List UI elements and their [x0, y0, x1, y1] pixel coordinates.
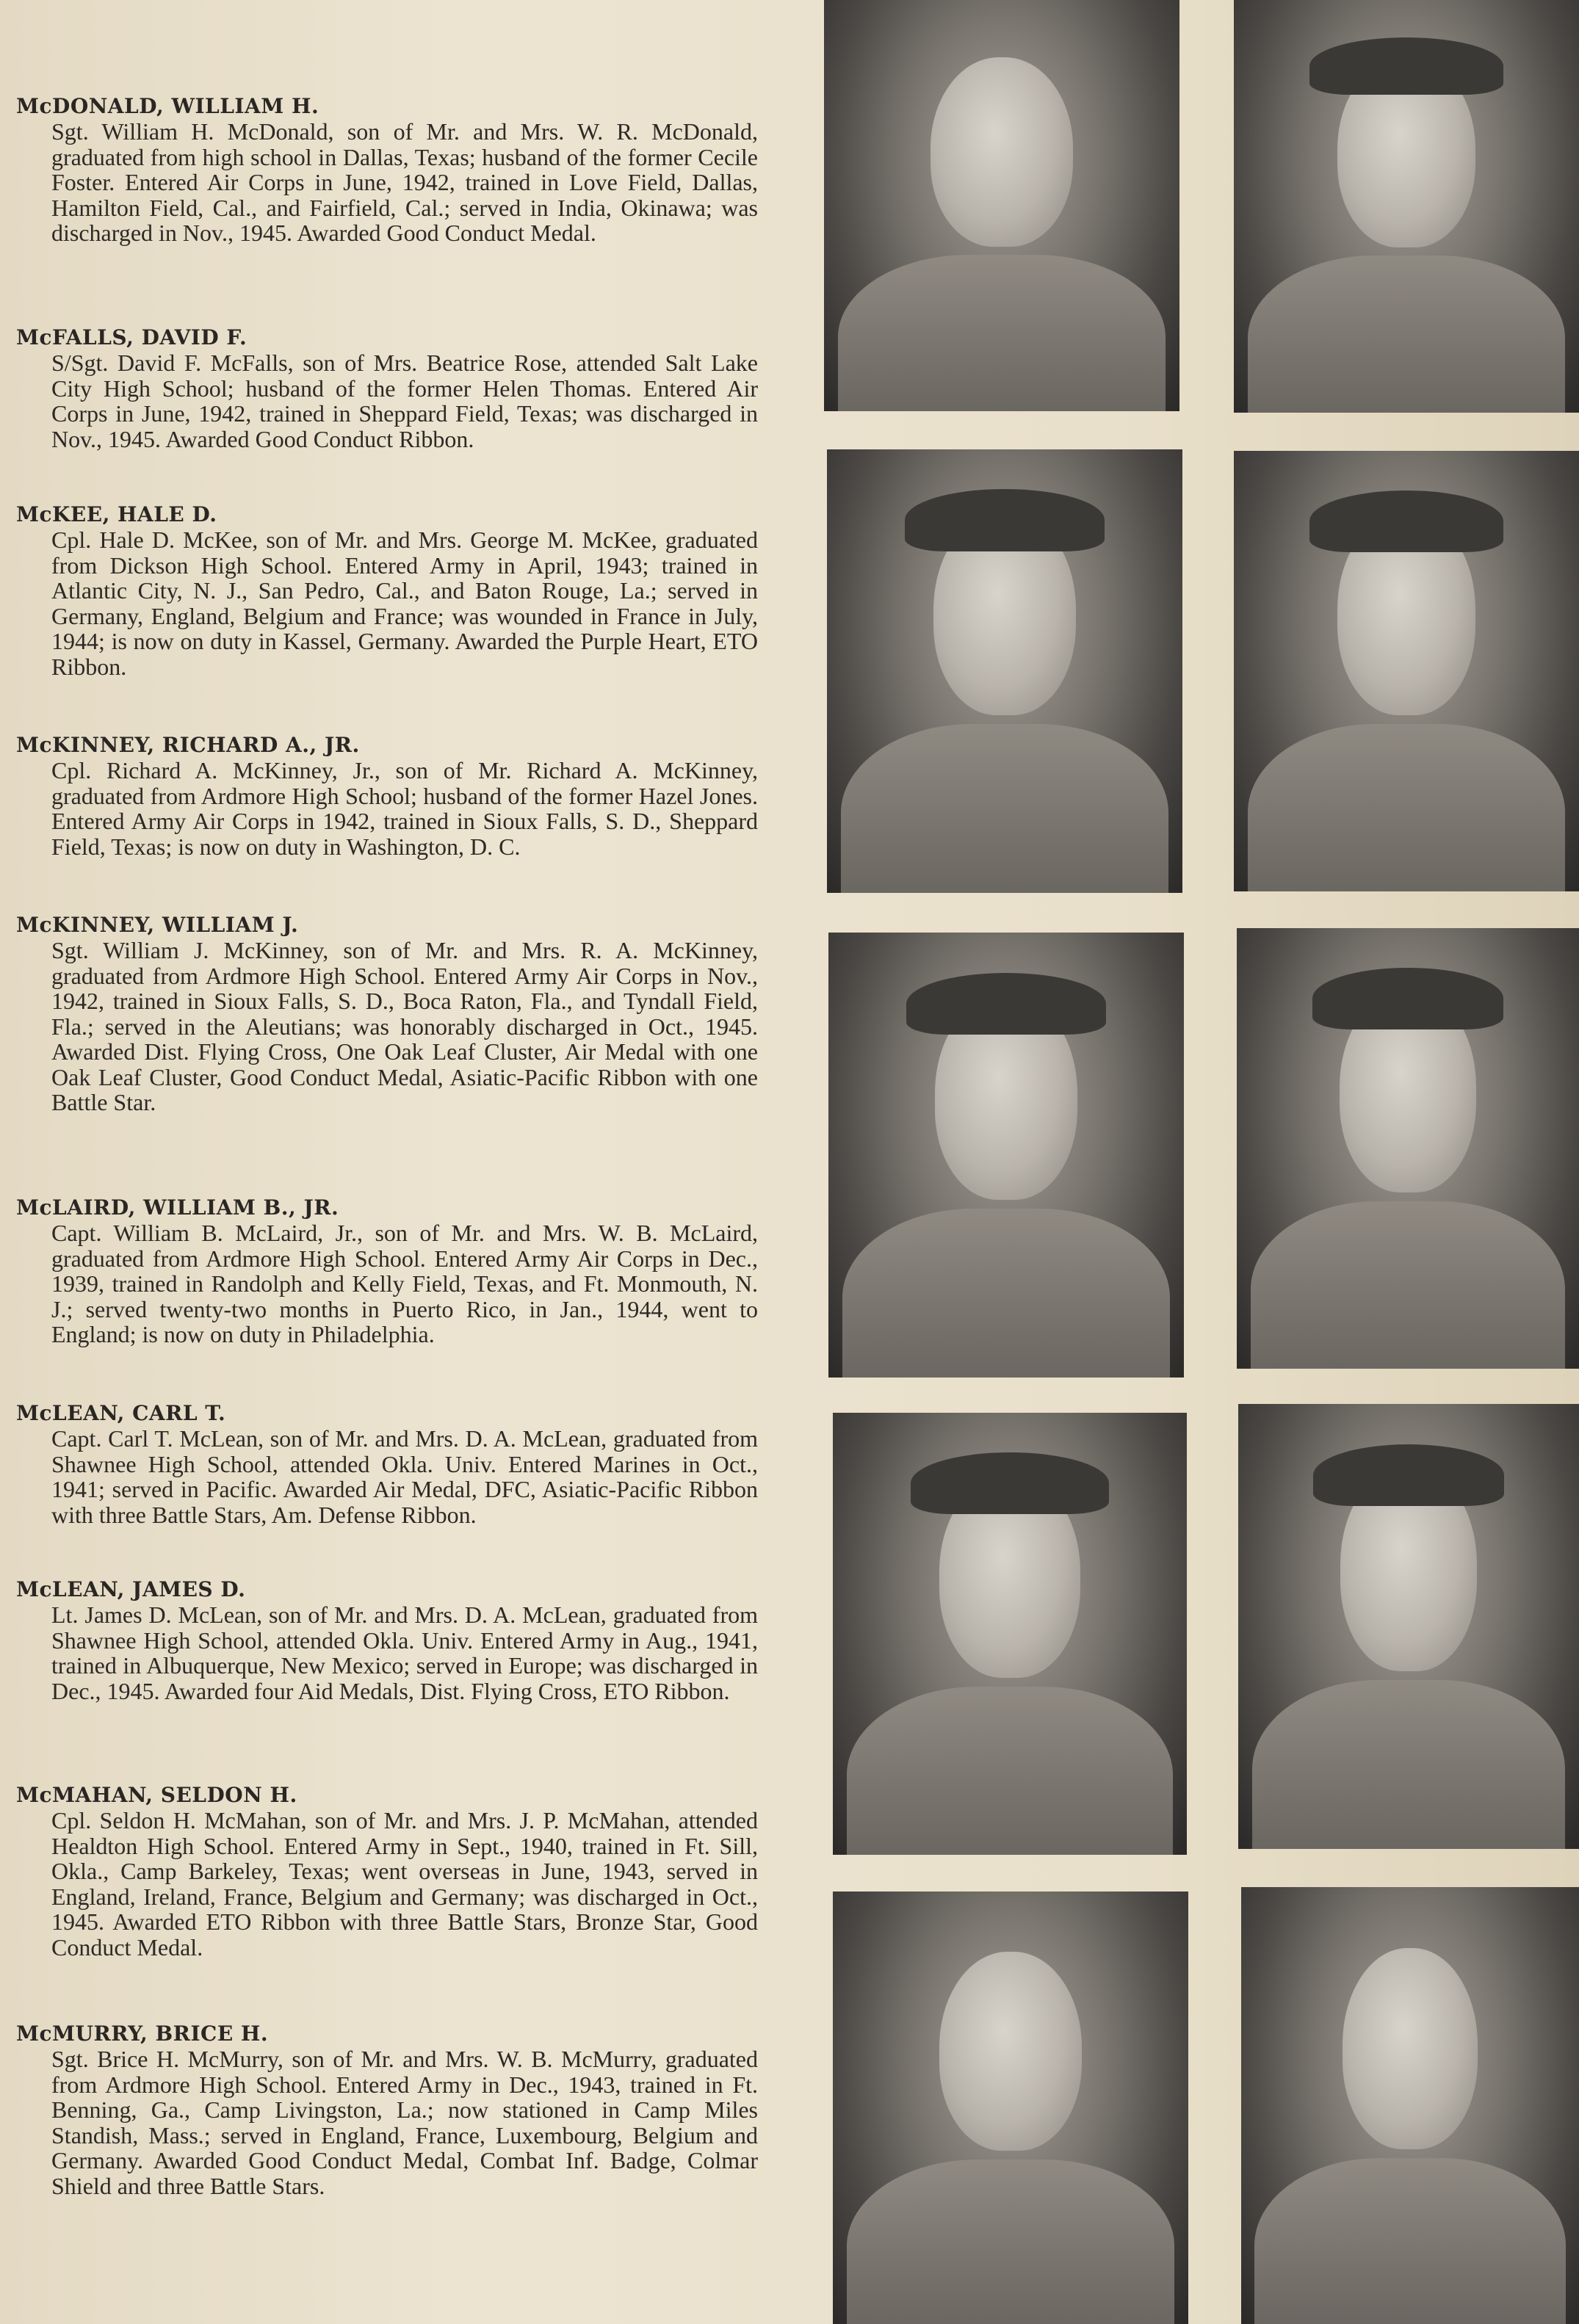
entry-mclean-carl: [16, 1401, 758, 1527]
entry-biography: Lt. James D. McLean, son of Mr. and Mrs. D. A. McLean, graduated from Shawnee High School, attended Okla. Univ. Entered Army in Aug., 1941, trained in Albuquerque, New Mexico; served in Europe; was discharged in Dec., 1945. Awarded four Aid Medals, Dist. Flying Cross, ETO Ribbon.: [51, 1601, 758, 1704]
portrait-photo-mclean-james: [1238, 1404, 1579, 1849]
entry-name: McKINNEY, WILLIAM J.: [16, 913, 299, 937]
portrait-photo-mckinney-richard: [1234, 451, 1579, 891]
entry-biography: Cpl. Seldon H. McMahan, son of Mr. and Mrs. J. P. McMahan, attended Healdton High School. Entered Army in Sept., 1940, trained in Ft. Sill, Okla., Camp Barkeley, Texas; went overseas in June, 1943, served in England, Ireland, France, Belgium and Germany; was discharged in Oct., 1945. Awarded ETO Ribbon with three Battle Stars, Bronze Star, Good Conduct Medal.: [51, 1807, 758, 1961]
entry-mcmahan: [16, 1783, 758, 1960]
entry-mckinney-william: [16, 913, 758, 1115]
entry-mcdonald: [16, 94, 758, 246]
entry-name: McDONALD, WILLIAM H.: [16, 94, 319, 118]
portrait-photo-mckee: [827, 449, 1182, 893]
entry-name: McMAHAN, SELDON H.: [16, 1783, 297, 1807]
portrait-photo-mcmurry: [1241, 1887, 1579, 2324]
portrait-photo-mcfalls: [1234, 0, 1579, 413]
entry-mckinney-richard: [16, 733, 758, 859]
entry-name: McFALLS, DAVID F.: [16, 325, 247, 350]
entry-name: McMURRY, BRICE H.: [16, 2021, 269, 2046]
entry-mcfalls: [16, 325, 758, 452]
entry-biography: Sgt. Brice H. McMurry, son of Mr. and Mrs. W. B. McMurry, graduated from Ardmore High School. Entered Army in Dec., 1943, trained in Ft. Benning, Ga., Camp Livingston, La.; now stationed in Camp Miles Standish, Mass.; served in England, France, Luxembourg, Belgium and Germany. Awarded Good Conduct Medal, Combat Inf. Badge, Colmar Shield and three Battle Stars.: [51, 2046, 758, 2199]
portrait-photo-mcdonald: [824, 0, 1179, 411]
portrait-photo-mclean-carl: [833, 1413, 1187, 1855]
entry-biography: Cpl. Richard A. McKinney, Jr., son of Mr. Richard A. McKinney, graduated from Ardmore High School; husband of the former Hazel Jones. Entered Army Air Corps in 1942, trained in Sioux Falls, S. D., Sheppard Field, Texas; is now on duty in Washington, D. C.: [51, 757, 758, 860]
portrait-photo-mckinney-william: [828, 933, 1184, 1378]
entry-mcmurry: [16, 2021, 758, 2198]
entry-mckee: [16, 502, 758, 679]
portrait-photo-mclaird: [1237, 928, 1579, 1369]
entry-biography: S/Sgt. David F. McFalls, son of Mrs. Beatrice Rose, attended Salt Lake City High School; husband of the former Helen Thomas. Entered Air Corps in June, 1942, trained in Sheppard Field, Texas; was discharged in Nov., 1945. Awarded Good Conduct Ribbon.: [51, 350, 758, 452]
entry-name: McKEE, HALE D.: [16, 502, 217, 526]
entry-biography: Capt. William B. McLaird, Jr., son of Mr. and Mrs. W. B. McLaird, graduated from Ardmore High School. Entered Army Air Corps in Dec., 1939, trained in Randolph and Kelly Field, Texas, and Ft. Monmouth, N. J.; served twenty-two months in Puerto Rico, in Jan., 1944, went to England; is now on duty in Philadelphia.: [51, 1220, 758, 1347]
entry-name: McLEAN, CARL T.: [16, 1401, 226, 1425]
entry-biography: Sgt. William H. McDonald, son of Mr. and Mrs. W. R. McDonald, graduated from high school in Dallas, Texas; husband of the former Cecile Foster. Entered Air Corps in June, 1942, trained in Love Field, Dallas, Hamilton Field, Cal., and Fairfield, Cal.; served in India, Okinawa; was discharged in Nov., 1945. Awarded Good Conduct Medal.: [51, 118, 758, 246]
entry-biography: Capt. Carl T. McLean, son of Mr. and Mrs. D. A. McLean, graduated from Shawnee High School, attended Okla. Univ. Entered Marines in Oct., 1941; served in Pacific. Awarded Air Medal, DFC, Asiatic-Pacific Ribbon with three Battle Stars, Am. Defense Ribbon.: [51, 1425, 758, 1528]
entry-biography: Sgt. William J. McKinney, son of Mr. and Mrs. R. A. McKinney, graduated from Ardmore High School. Entered Army Air Corps in Nov., 1942, trained in Sioux Falls, S. D., Boca Raton, Fla., and Tyndall Field, Fla.; served in the Aleutians; was honorably discharged in Oct., 1945. Awarded Dist. Flying Cross, One Oak Leaf Cluster, Air Medal with one Oak Leaf Cluster, Good Conduct Medal, Asiatic-Pacific Ribbon with one Battle Star.: [51, 937, 758, 1115]
portrait-photo-mcmahan: [833, 1892, 1188, 2324]
entry-name: McLAIRD, WILLIAM B., JR.: [16, 1195, 339, 1220]
entry-mclean-james: [16, 1577, 758, 1704]
entry-name: McLEAN, JAMES D.: [16, 1577, 246, 1601]
entry-name: McKINNEY, RICHARD A., JR.: [16, 733, 360, 757]
entry-biography: Cpl. Hale D. McKee, son of Mr. and Mrs. George M. McKee, graduated from Dickson High School. Entered Army in April, 1943; trained in Atlantic City, N. J., San Pedro, Cal., and Baton Rouge, La.; served in Germany, England, Belgium and France; was wounded in France in July, 1944; is now on duty in Kassel, Germany. Awarded the Purple Heart, ETO Ribbon.: [51, 526, 758, 680]
entry-mclaird: [16, 1195, 758, 1347]
